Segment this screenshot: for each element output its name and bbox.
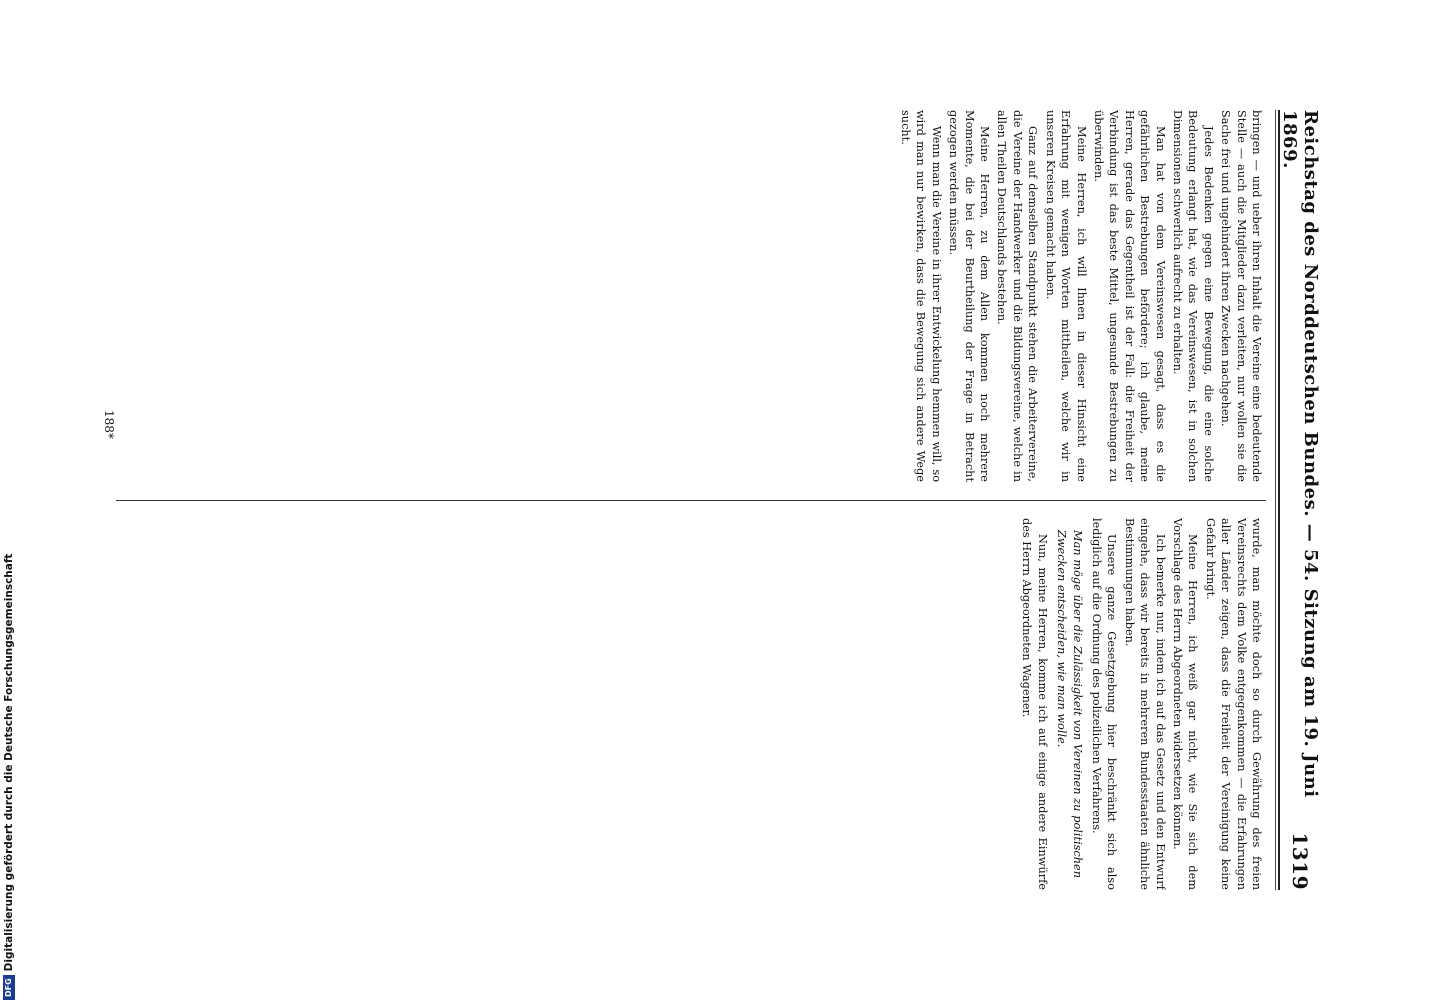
paragraph: Jedes Bedenken gegen eine Bewegung, die eine solche Bedeutung erlangt hat, wie das Vereinswesen, ist in solchen Dimensionen schwerlich aufrecht zu erhalten. xyxy=(1170,110,1215,482)
digitization-credit xyxy=(2,553,16,1000)
column-divider xyxy=(116,500,1266,501)
left-column xyxy=(124,110,1264,482)
paragraph: Meine Herren, ich will Ihnen in dieser Hinsicht eine Erfahrung mit wenigen Worten mittheilen, welche wir in unseren Kreisen gemacht haben. xyxy=(1043,110,1088,482)
paragraph: Meine Herren, zu dem Allen kommen noch mehrere Momente, die bei der Beurtheilung der Frage in Betracht gezogen werden müssen. xyxy=(947,110,992,482)
paragraph: Unsere ganze Gesetzgebung hier beschränkt sich also lediglich auf die Ordnung des polizeilichen Verfahrens. xyxy=(1089,518,1119,890)
page-number: 1319 xyxy=(1288,832,1312,890)
paragraph: Ich bemerke nur, indem ich auf das Gesetz und den Entwurf eingehe, dass wir bereits in mehreren Bundesstaaten ähnliche Bestimmungen haben. xyxy=(1122,518,1167,890)
dfg-logo: DFG xyxy=(3,975,15,1000)
header-title: Reichstag des Norddeutschen Bundes. — 54. Sitzung am 19. Juni 1869. xyxy=(1279,110,1321,798)
credit-text: Digitalisierung gefördert durch die Deutsche Forschungsgemeinschaft xyxy=(3,553,15,972)
paragraph: Wenn man die Vereine in ihrer Entwickelung hemmen will, so wird man nur bewirken, dass die Bewegung sich andere Wege sucht. xyxy=(899,110,943,482)
page-header xyxy=(1279,110,1321,890)
signature-mark: 188* xyxy=(102,410,116,439)
header-rule xyxy=(1278,110,1280,890)
paragraph: bringen — und ueber ihren Inhalt die Vereine eine bedeutende Stelle — auch die Mitglieder dazu verleiten, nur wollen sie die Sache frei und ungehindert ihren Zwecken nachgehen. xyxy=(1219,110,1263,482)
paragraph: Nun, meine Herren, komme ich auf einige andere Einwürfe des Herrn Abgeordneten Wagener. xyxy=(1020,518,1049,890)
paragraph: Man hat von dem Vereinswesen gesagt, dass es die gefährlichen Bestrebungen befördere; ich glaube, meine Herren, gerade das Gegentheil ist der Fall: die Freiheit der Verbindung ist das beste Mittel, ungesunde Bestrebungen zu überwinden. xyxy=(1091,110,1167,482)
document-page xyxy=(56,70,1376,930)
quote: Man möge über die Zulässigkeit von Vereinen zu politischen Zwecken entscheiden, wie man wolle. xyxy=(1055,530,1084,878)
right-column xyxy=(124,518,1264,890)
paragraph: wurde, man möchte doch so durch Gewährung des freien Vereinsrechts dem Volke entgegenkommen — die Erfahrungen aller Länder zeigen, dass die Freiheit der Vereinigung keine Gefahr bringt. xyxy=(1203,518,1263,890)
paragraph: Meine Herren, ich weiß gar nicht, wie Sie sich dem Vorschlage des Herrn Abgeordneten widersetzen können. xyxy=(1170,518,1200,890)
paragraph: Ganz auf demselben Standpunkt stehen die Arbeitervereine, die Vereine der Handwerker und die Bildungsvereine, welche in allen Theilen Deutschlands bestehen. xyxy=(995,110,1040,482)
header-rule-thin xyxy=(1275,110,1276,890)
